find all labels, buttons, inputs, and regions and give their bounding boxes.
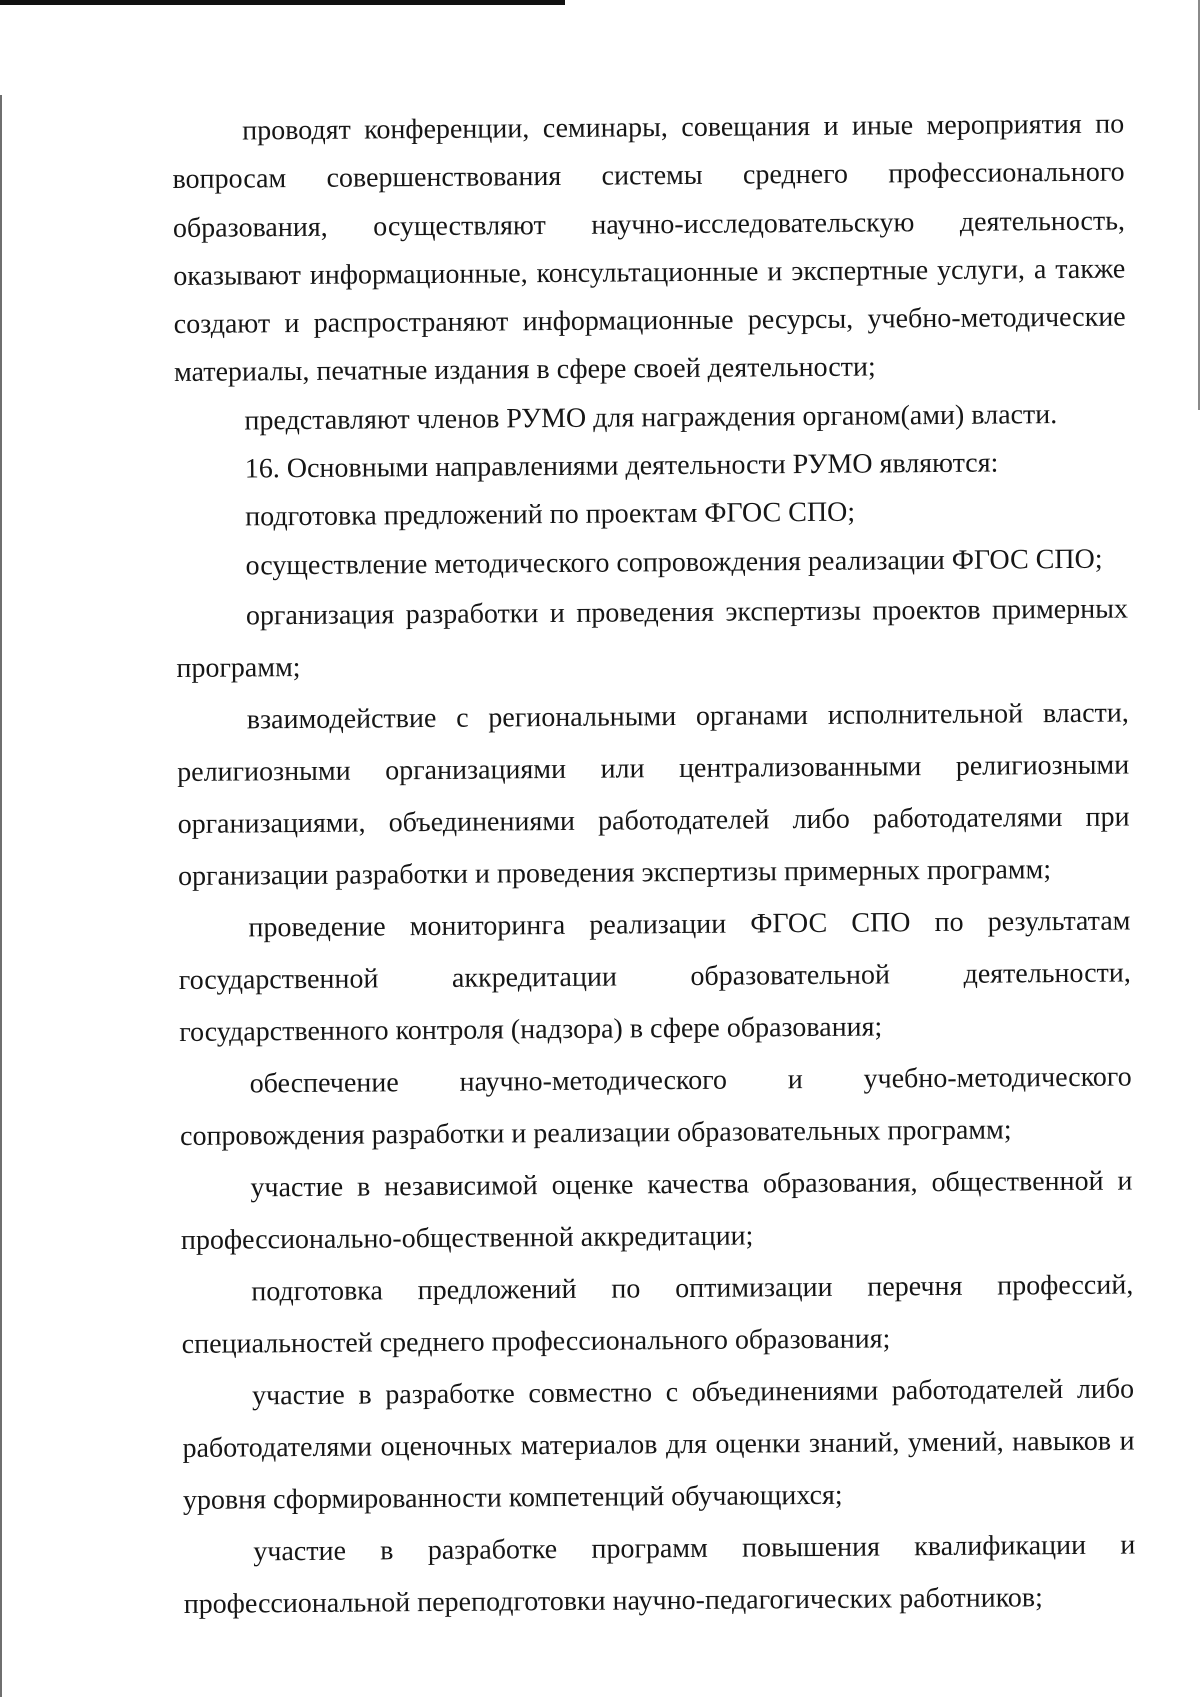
paragraph-interaction: взаимодействие с региональными органами исполнительной власти, религиозными организациями или централизованными религиозными организациями, объединениями работодателей либо работодателями при организации разработки и проведения экспертизы примерных программ;	[177, 697, 1130, 892]
paragraph-quality-assessment: участие в независимой оценке качества образования, общественной и профессионально-общественной аккредитации;	[180, 1165, 1133, 1256]
paragraph-fgos-proposals: подготовка предложений по проектам ФГОС СПО;	[245, 497, 856, 533]
document-body	[172, 101, 1136, 1631]
paragraph-section-16: 16. Основными направлениями деятельности РУМО являются:	[244, 447, 999, 485]
paragraph-program-expertise: организация разработки и проведения экспертизы проектов примерных программ;	[176, 593, 1129, 684]
paragraph-professions-list: подготовка предложений по оптимизации перечня профессий, специальностей среднего профессионального образования;	[181, 1269, 1134, 1360]
paragraph-qualification-programs: участие в разработке программ повышения квалификации и профессиональной переподготовки научно-педагогических работников;	[183, 1529, 1136, 1620]
paragraph-monitoring: проведение мониторинга реализации ФГОС СПО по результатам государственной аккредитации образовательной деятельности, государственного контроля (надзора) в сфере образования;	[178, 905, 1131, 1048]
scan-edge-left	[0, 95, 2, 1697]
paragraph-awards: представляют членов РУМО для награждения органом(ами) власти.	[244, 398, 1058, 437]
scan-edge-top	[0, 0, 565, 5]
paragraph-assessment-materials: участие в разработке совместно с объединениями работодателей либо работодателями оценочных материалов для оценки знаний, умений, навыков и уровня сформированности компетенций обучающихся;	[182, 1373, 1135, 1516]
paragraph-conferences: проводят конференции, семинары, совещания и иные мероприятия по вопросам совершенствования системы среднего профессионального образования, осуществляют научно-исследовательскую деятельность, оказывают информационные, консультационные и экспертные услуги, а также создают и распространяют информационные ресурсы, учебно-методические материалы, печатные издания в сфере своей деятельности;	[172, 108, 1126, 389]
paragraph-methodical-support: осуществление методического сопровождения реализации ФГОС СПО;	[245, 543, 1103, 582]
paragraph-scientific-support: обеспечение научно-методического и учебно-методического сопровождения разработки и реализации образовательных программ;	[179, 1061, 1132, 1152]
